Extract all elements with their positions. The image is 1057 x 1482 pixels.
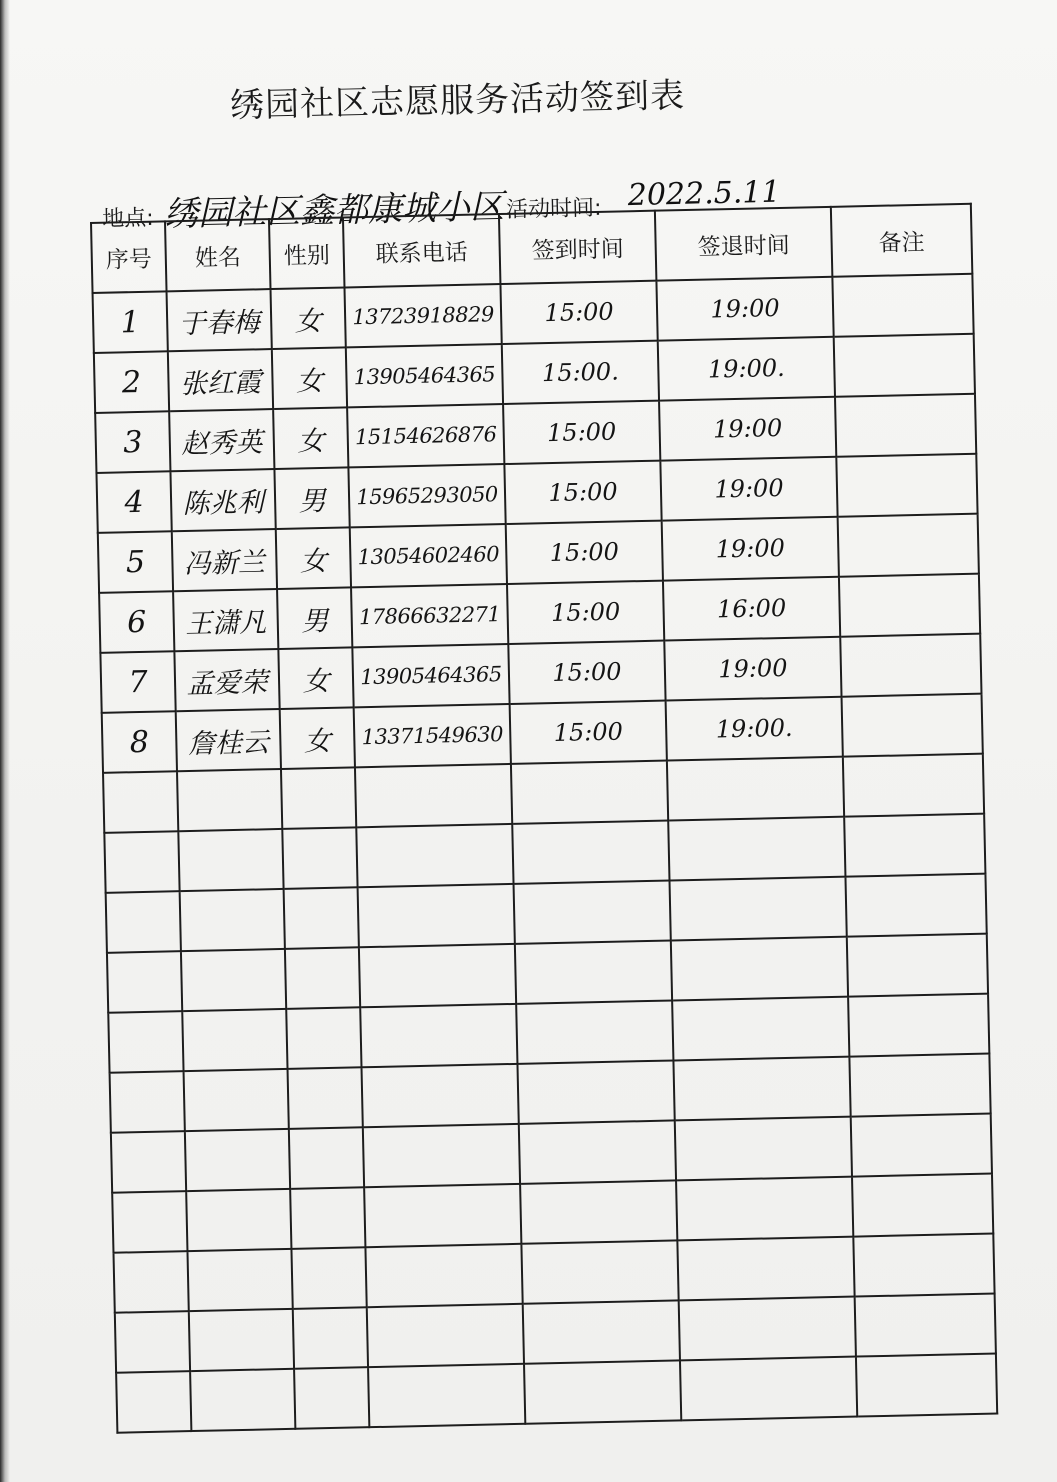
cell-col-name — [180, 889, 285, 951]
cell-col-gender: 女 — [278, 647, 353, 709]
cell-col-phone: 13054602460 — [350, 524, 507, 587]
cell-col-signin-time — [515, 941, 672, 1004]
cell-col-signin-time — [521, 1240, 678, 1303]
cell-col-seq: 8 — [102, 711, 177, 773]
cell-col-seq — [106, 891, 181, 953]
cell-col-signin-time — [511, 761, 668, 824]
cell-col-remarks — [840, 634, 981, 697]
cell-col-seq — [115, 1311, 190, 1373]
cell-col-remarks — [843, 754, 984, 817]
cell-col-gender — [290, 1187, 365, 1249]
cell-col-remarks — [844, 814, 985, 877]
cell-col-signin-time: 15:00 — [508, 641, 665, 704]
cell-col-signin-time — [516, 1000, 673, 1063]
cell-col-signin-time: 15:00 — [504, 461, 661, 524]
signin-table-wrap — [90, 203, 995, 1362]
cell-col-seq: 6 — [99, 591, 174, 653]
cell-col-seq — [111, 1131, 186, 1193]
cell-col-remarks — [845, 874, 986, 937]
cell-col-name: 冯新兰 — [172, 529, 277, 591]
cell-col-phone — [355, 764, 512, 827]
cell-col-gender — [284, 887, 359, 949]
cell-col-seq — [107, 951, 182, 1013]
cell-col-seq: 1 — [93, 291, 168, 353]
header-col-remarks: 备注 — [831, 204, 972, 277]
cell-col-phone — [359, 944, 516, 1007]
cell-col-name — [177, 769, 282, 831]
cell-col-remarks — [839, 574, 980, 637]
cell-col-name — [185, 1129, 290, 1191]
cell-col-phone — [363, 1124, 520, 1187]
cell-col-seq — [110, 1071, 185, 1133]
cell-col-phone: 15154626876 — [347, 404, 504, 467]
table-body — [93, 274, 998, 1433]
cell-col-seq — [116, 1371, 191, 1433]
header-col-seq: 序号 — [91, 221, 167, 293]
cell-col-remarks — [852, 1174, 993, 1237]
cell-col-gender: 女 — [271, 287, 346, 349]
cell-col-seq: 4 — [96, 471, 171, 533]
header-col-signout-time: 签退时间 — [655, 207, 832, 281]
cell-col-signin-time — [519, 1120, 676, 1183]
cell-col-name: 詹桂云 — [176, 709, 281, 771]
cell-col-gender — [281, 767, 356, 829]
cell-col-phone: 13905464365 — [352, 644, 509, 707]
cell-col-phone: 15965293050 — [348, 464, 505, 527]
cell-col-signin-time: 15:00 — [500, 281, 657, 344]
cell-col-remarks — [836, 454, 977, 517]
cell-col-name — [186, 1189, 291, 1251]
cell-col-phone: 13905464365 — [346, 344, 503, 407]
cell-col-name — [190, 1369, 295, 1431]
header-col-phone: 联系电话 — [343, 214, 500, 287]
time-label: 活动时间: — [505, 195, 602, 223]
cell-col-signin-time: 15:00 — [507, 581, 664, 644]
cell-col-name — [181, 949, 286, 1011]
cell-col-name: 于春梅 — [167, 289, 272, 351]
time-value: 2022.5.11 — [627, 174, 781, 214]
cell-col-gender — [289, 1127, 364, 1189]
cell-col-signout-time: 19:00 — [662, 517, 839, 581]
cell-col-signout-time: 19:00 — [664, 637, 841, 701]
cell-col-signout-time: 19:00 — [656, 277, 833, 341]
cell-col-signin-time — [517, 1060, 674, 1123]
cell-col-seq — [112, 1191, 187, 1253]
cell-col-seq: 3 — [95, 411, 170, 473]
cell-col-gender: 男 — [277, 587, 352, 649]
cell-col-remarks — [853, 1234, 994, 1297]
cell-col-gender — [282, 827, 357, 889]
cell-col-phone — [358, 884, 515, 947]
cell-col-gender — [291, 1247, 366, 1309]
cell-col-signin-time: 15:00 — [510, 701, 667, 764]
cell-col-signin-time — [512, 821, 669, 884]
cell-col-phone: 13371549630 — [354, 704, 511, 767]
cell-col-signin-time: 15:00 — [506, 521, 663, 584]
cell-col-remarks — [855, 1294, 996, 1357]
cell-col-remarks — [842, 694, 983, 757]
cell-col-name — [184, 1069, 289, 1131]
cell-col-name: 赵秀英 — [169, 409, 274, 471]
cell-col-signin-time — [524, 1360, 681, 1423]
cell-col-signout-time — [667, 757, 844, 821]
cell-col-signin-time: 15:00 — [503, 401, 660, 464]
cell-col-seq: 5 — [98, 531, 173, 593]
cell-col-name: 孟爱荣 — [174, 649, 279, 711]
cell-col-phone — [365, 1244, 522, 1307]
cell-col-phone — [364, 1184, 521, 1247]
cell-col-signout-time — [668, 817, 845, 881]
cell-col-seq — [103, 771, 178, 833]
cell-col-gender — [288, 1067, 363, 1129]
header-col-name: 姓名 — [165, 219, 271, 291]
signin-table — [90, 203, 998, 1434]
cell-col-remarks — [834, 334, 975, 397]
cell-col-gender: 男 — [274, 467, 349, 529]
cell-col-signin-time — [520, 1180, 677, 1243]
cell-col-signout-time: 19:00. — [666, 697, 843, 761]
cell-col-signout-time — [675, 1117, 852, 1181]
cell-col-signout-time: 19:00 — [659, 397, 836, 461]
cell-col-gender: 女 — [273, 407, 348, 469]
cell-col-signout-time: 19:00 — [660, 457, 837, 521]
cell-col-gender: 女 — [272, 347, 347, 409]
cell-col-name: 王潇凡 — [173, 589, 278, 651]
cell-col-signout-time — [671, 937, 848, 1001]
cell-col-gender — [294, 1367, 369, 1429]
cell-col-name — [189, 1309, 294, 1371]
cell-col-phone — [367, 1304, 524, 1367]
cell-col-signout-time — [679, 1297, 856, 1361]
cell-col-name — [187, 1249, 292, 1311]
cell-col-gender — [286, 1007, 361, 1069]
cell-col-remarks — [835, 394, 976, 457]
cell-col-remarks — [832, 274, 973, 337]
cell-col-phone: 13723918829 — [344, 284, 501, 347]
cell-col-phone — [360, 1004, 517, 1067]
paper-edge-shadow — [0, 0, 10, 1482]
cell-col-name — [178, 829, 283, 891]
cell-col-name — [182, 1009, 287, 1071]
cell-col-name: 陈兆利 — [170, 469, 275, 531]
cell-col-name: 张红霞 — [168, 349, 273, 411]
cell-col-remarks — [848, 994, 989, 1057]
cell-col-signin-time: 15:00. — [502, 341, 659, 404]
cell-col-signout-time — [676, 1177, 853, 1241]
cell-col-signout-time — [672, 997, 849, 1061]
cell-col-remarks — [851, 1114, 992, 1177]
cell-col-phone: 17866632271 — [351, 584, 508, 647]
cell-col-phone — [368, 1364, 525, 1427]
cell-col-seq — [108, 1011, 183, 1073]
cell-col-gender — [293, 1307, 368, 1369]
cell-col-seq — [113, 1251, 188, 1313]
cell-col-signin-time — [523, 1300, 680, 1363]
cell-col-remarks — [838, 514, 979, 577]
cell-col-gender — [285, 947, 360, 1009]
cell-col-gender: 女 — [280, 707, 355, 769]
cell-col-signout-time — [680, 1357, 857, 1421]
cell-col-signout-time — [673, 1057, 850, 1121]
cell-col-remarks — [856, 1354, 997, 1417]
cell-col-remarks — [847, 934, 988, 997]
cell-col-seq — [104, 831, 179, 893]
cell-col-seq: 2 — [94, 351, 169, 413]
cell-col-gender: 女 — [276, 527, 351, 589]
cell-col-signout-time: 16:00 — [663, 577, 840, 641]
header-col-signin-time: 签到时间 — [499, 211, 656, 284]
cell-col-signout-time: 19:00. — [658, 337, 835, 401]
cell-col-signout-time — [670, 877, 847, 941]
cell-col-phone — [362, 1064, 519, 1127]
location-value: 绣园社区鑫都康城小区 — [163, 186, 505, 235]
cell-col-signout-time — [677, 1237, 854, 1301]
cell-col-remarks — [849, 1054, 990, 1117]
page-title: 绣园社区志愿服务活动签到表 — [229, 75, 686, 126]
cell-col-phone — [356, 824, 513, 887]
header-col-gender: 性别 — [269, 217, 345, 289]
location-label: 地点: — [101, 205, 154, 232]
cell-col-seq: 7 — [100, 651, 175, 713]
cell-col-signin-time — [514, 881, 671, 944]
